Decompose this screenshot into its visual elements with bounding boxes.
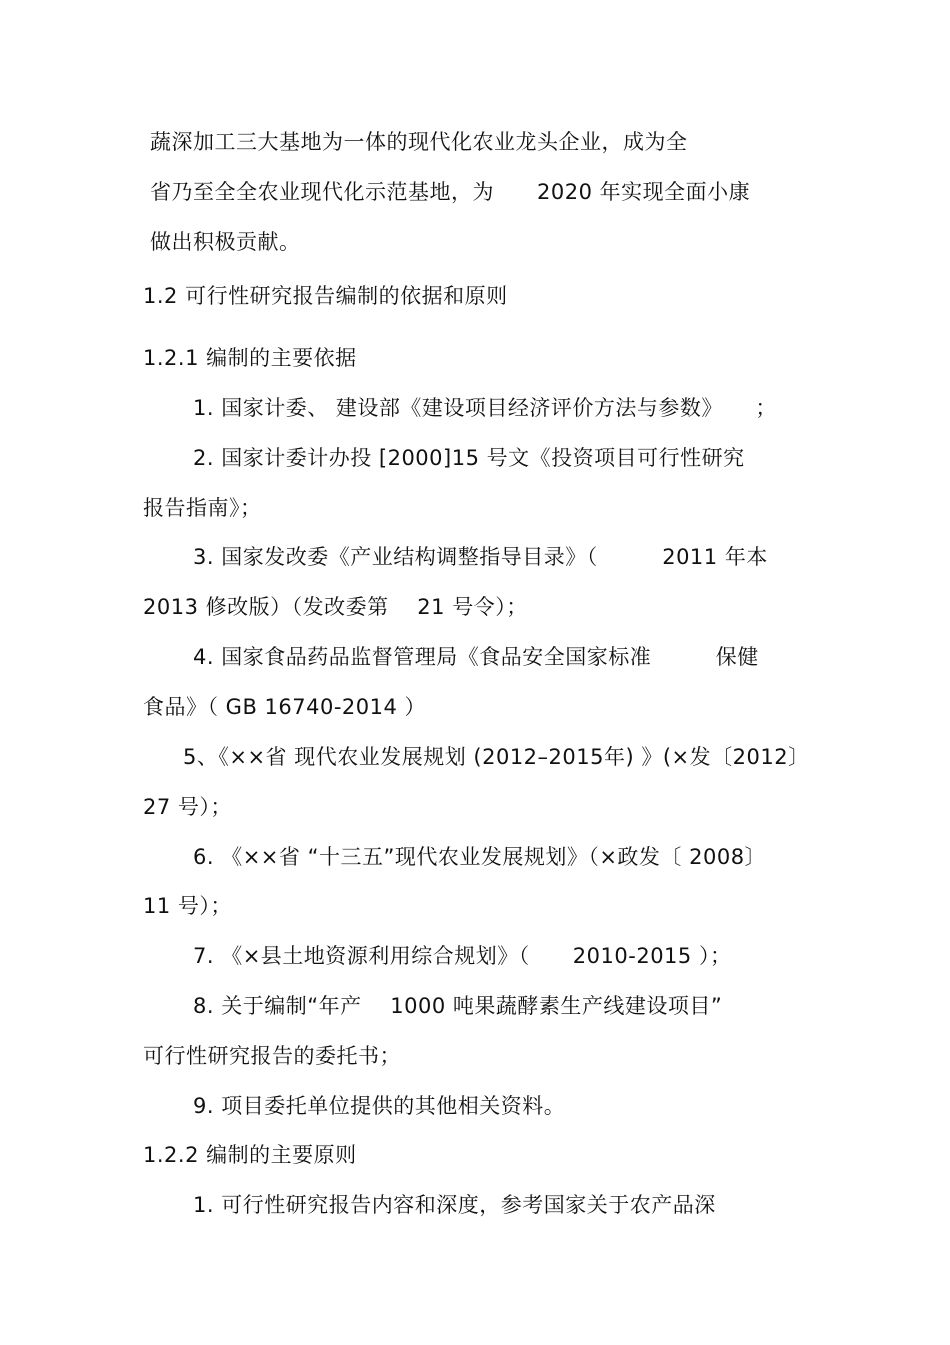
list-item: 6. 《××省 “十三五”现代农业发展规划》（×政发〔 2008〕 [193, 845, 767, 869]
body-text-line: 省乃至全全农业现代化示范基地，为 2020 年实现全面小康 [150, 180, 751, 204]
list-item-continuation: 27 号）； [143, 795, 232, 819]
list-item-continuation: 11 号）； [143, 894, 232, 918]
list-item: 2. 国家计委计办投 [2000]15 号文《投资项目可行性研究 [193, 446, 745, 470]
list-item: 5、《××省 现代农业发展规划 (2012–2015年) 》(×发〔2012〕 [183, 745, 810, 769]
list-item: 1. 国家计委、 建设部《建设项目经济评价方法与参数》 ； [193, 396, 777, 420]
list-item-continuation: 2013 修改版）（发改委第 21 号令）； [143, 595, 528, 619]
list-item: 4. 国家食品药品监督管理局《食品安全国家标准 保健 [193, 645, 759, 669]
body-text-line: 做出积极贡献。 [150, 230, 301, 254]
body-text-line: 蔬深加工三大基地为一体的现代化农业龙头企业，成为全 [150, 130, 688, 154]
list-item-continuation: 食品》（ GB 16740-2014 ） [143, 695, 427, 719]
list-item: 7. 《×县土地资源利用综合规划》（ 2010-2015 ）； [193, 944, 732, 968]
list-item-continuation: 可行性研究报告的委托书； [143, 1044, 401, 1068]
list-item: 9. 项目委托单位提供的其他相关资料。 [193, 1094, 566, 1118]
list-item: 8. 关于编制“年产 1000 吨果蔬酵素生产线建设项目” [193, 994, 723, 1018]
subsection-heading: 1.2.2 编制的主要原则 [143, 1143, 357, 1167]
subsection-heading: 1.2.1 编制的主要依据 [143, 346, 357, 370]
section-heading: 1.2 可行性研究报告编制的依据和原则 [143, 284, 508, 308]
list-item-continuation: 报告指南》； [143, 496, 262, 520]
list-item: 1. 可行性研究报告内容和深度，参考国家关于农产品深 [193, 1193, 716, 1217]
list-item: 3. 国家发改委《产业结构调整指导目录》（ 2011 年本 [193, 545, 768, 569]
